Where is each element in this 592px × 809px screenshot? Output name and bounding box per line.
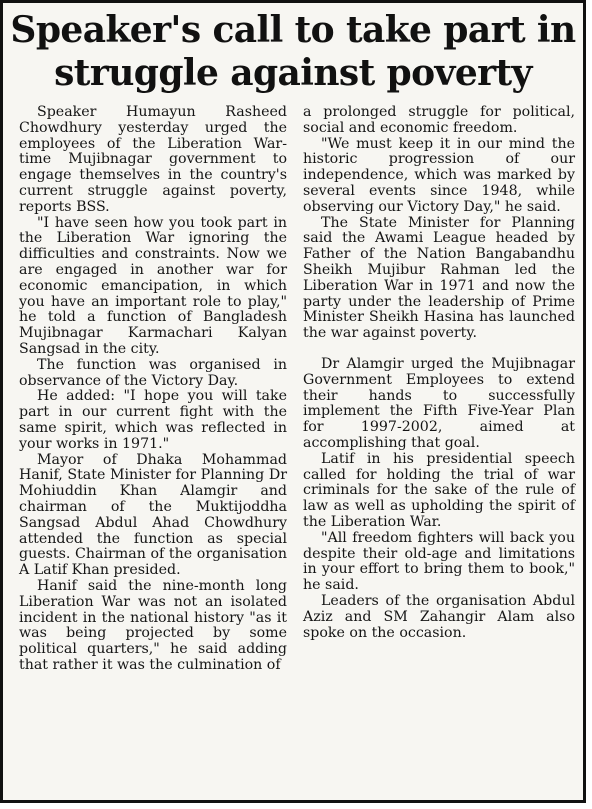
paragraph: Mayor of Dhaka Mohammad Hanif, State Minister for Planning Dr Mohiuddin Khan Alamgir and chairman of the Muktijoddha Sangsad Abdul Ahad Chowdhury attended the function as special guests. Chairman of the organisation A Latif Khan presided. <box>19 451 287 579</box>
article-body <box>3 105 583 800</box>
paragraph: "All freedom fighters will back you despite their old-age and limitations in your effort to bring them to book," he said. <box>303 529 575 594</box>
headline-line-2: struggle against poverty <box>54 52 532 94</box>
paragraph: "We must keep it in our mind the historic progression of our independence, which was marked by several events since 1948, while observing our Victory Day," he said. <box>303 135 575 215</box>
paragraph: He added: "I hope you will take part in our current fight with the same spirit, which was reflected in your works in 1971." <box>19 388 287 452</box>
paragraph: "I have seen how you took part in the Liberation War ignoring the difficulties and constraints. Now we are engaged in another war for economic emancipation, in which you have an important role to play," he told a function of Bangladesh Mujibnagar Karmachari Kalyan Sangsad in the city. <box>19 214 287 357</box>
article-headline <box>3 3 583 95</box>
paragraph: Hanif said the nine-month long Liberation War was not an isolated incident in the national history "as it was being projected by some political quarters," he said adding that rather it was the culmination of <box>19 577 287 673</box>
paragraph: The State Minister for Planning said the Awami League headed by Father of the Nation Bangabandhu Sheikh Mujibur Rahman led the Liberation War in 1971 and now the party under the leadership of Prime Minister Sheikh Hasina has launched the war against poverty. <box>303 214 575 342</box>
headline-line-1: Speaker's call to take part in <box>10 9 576 51</box>
paragraph: Leaders of the organisation Abdul Aziz and SM Zahangir Alam also spoke on the occasion. <box>303 592 575 641</box>
paragraph: Latif in his presidential speech called for holding the trial of war criminals for the sake of the rule of law as well as upholding the spirit of the Liberation War. <box>303 450 575 530</box>
paragraph-continued: a prolonged struggle for political, social and economic freedom. <box>303 104 575 136</box>
article-column-right <box>303 105 575 641</box>
paragraph: Speaker Humayun Rasheed Chowdhury yesterday urged the employees of the Liberation War-time Mujibnagar government to engage themselves in the country's current struggle against poverty, reports BSS. <box>19 104 287 215</box>
article-column-left <box>19 105 287 674</box>
paragraph: The function was organised in observance of the Victory Day. <box>19 356 287 389</box>
paragraph: Dr Alamgir urged the Mujibnagar Government Employees to extend their hands to successfully implement the Fifth Five-Year Plan for 1997-2002, aimed at accomplishing that goal. <box>303 355 575 451</box>
